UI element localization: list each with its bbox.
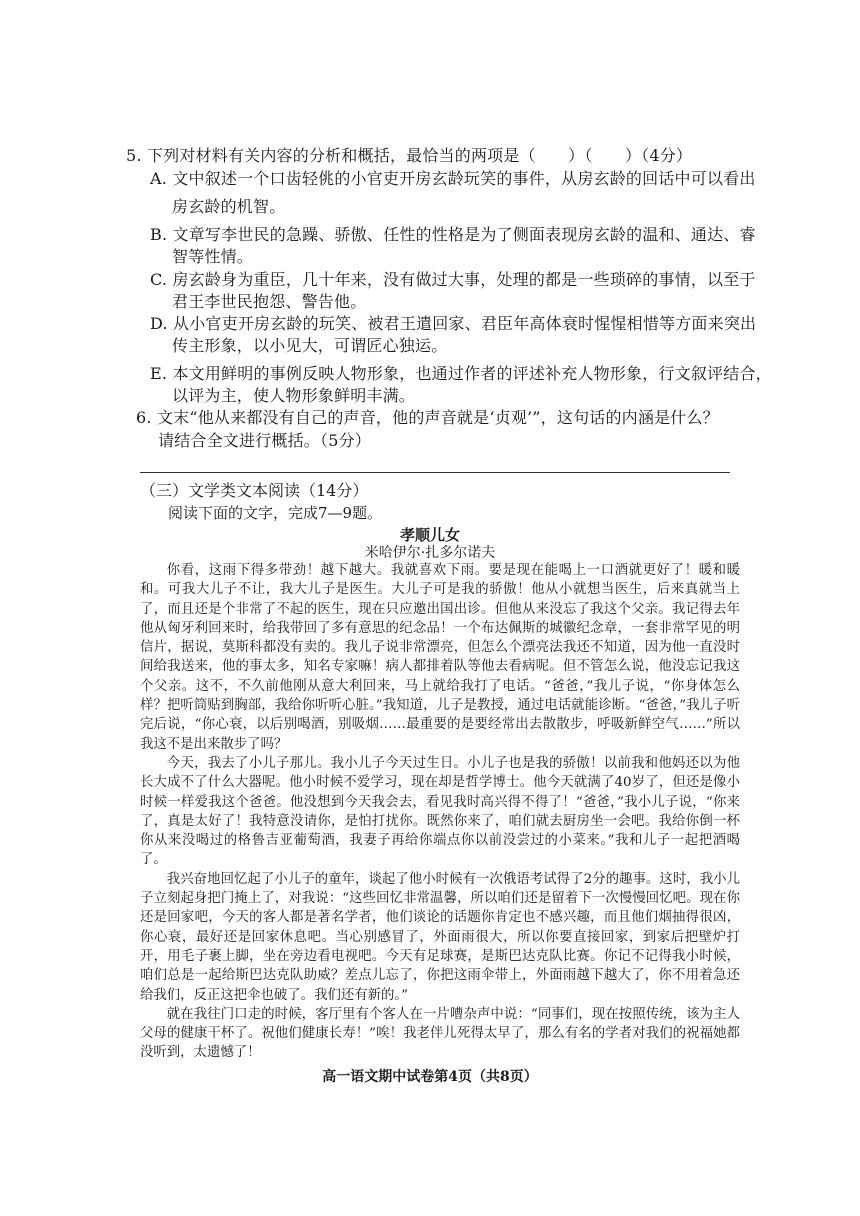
option-b-line1: B. 文章写李世民的急躁、骄傲、任性的性格是为了侧面表现房玄龄的温和、通达、睿 <box>150 225 756 244</box>
story-paragraph-4: 就在我往门口走的时候，客厅里有个客人在一片嘈杂声中说：“同事们，现在按照传统，该为主人父母的健康干杯了。祝他们健康长寿！”唉！我老伴儿死得太早了，那么有名的学者对我们的祝福她都没听到，太遗憾了！ <box>140 1006 740 1061</box>
option-a-line2: 房玄龄的机智。 <box>172 197 286 216</box>
option-d-line1: D. 从小官吏开房玄龄的玩笑、被君王遣回家、君臣年高体衰时惺惺相惜等方面来突出 <box>150 314 757 333</box>
story-paragraph-2: 今天，我去了小儿子那儿。我小儿子今天过生日。小儿子也是我的骄傲！以前我和他妈还以为他长大成不了什么大器呢。他小时候不爱学习，现在却是哲学博士。他今天就满了40岁了，但还是像小时候一样爱我这个爸爸。他没想到今天我会去，看见我时高兴得不得了！“爸爸，”我小儿子说，“你来了，真是太好了！我特意没请你，是怕打扰你。既然你来了，咱们就去厨房坐一会吧。我给你倒一杯你从来没喝过的格鲁吉亚葡萄酒，我妻子再给你端点你以前没尝过的小菜来。”我和儿子一起把酒喝了。 <box>140 755 740 868</box>
option-a-line1: A. 文中叙述一个口齿轻佻的小官吏开房玄龄玩笑的事件，从房玄龄的回话中可以看出 <box>150 169 756 188</box>
section-divider <box>140 472 730 473</box>
option-c-line2: 君王李世民抱怨、警告他。 <box>172 292 367 311</box>
story-paragraph-1: 你看，这雨下得多带劲！越下越大。我就喜欢下雨。要是现在能喝上一口酒就更好了！暖和暖和。可我大儿子不让，我大儿子是医生。大儿子可是我的骄傲！他从小就想当医生，后来真就当上了，而且还是个非常了不起的医生，现在只应邀出国出诊。但他从来没忘了我这个父亲。我记得去年他从匈牙利回来时，给我带回了多有意思的纪念品！一个布达佩斯的城徽纪念章，一套非常罕见的明信片，据说，莫斯科都没有卖的。我儿子说非常漂亮，但怎么个漂亮法我还不知道，因为他一直没时间给我送来，他的事太多，知名专家嘛！病人都排着队等他去看病呢。但不管怎么说，他没忘记我这个父亲。这不，不久前他刚从意大利回来，马上就给我打了电话。“爸爸，”我儿子说，“你身体怎么样？把听筒贴到胸部，我给你听听心脏。”我知道，儿子是教授，通过电话就能诊断。“爸爸，”我儿子听完后说，“你心衰，以后别喝酒，别吸烟……最重要的是要经常出去散散步，呼吸新鲜空气……”所以我这不是出来散步了吗？ <box>140 563 740 752</box>
option-b-line2: 智等性情。 <box>172 247 254 266</box>
option-e-line1: E. 本文用鲜明的事例反映人物形象，也通过作者的评述补充人物形象，行文叙评结合， <box>150 364 772 383</box>
question-5-stem: 5. 下列对材料有关内容的分析和概括，最恰当的两项是（ ）（ ）（4分） <box>126 146 693 165</box>
section-title: （三）文学类文本阅读（14分） <box>140 481 369 500</box>
option-d-line2: 传主形象，以小见大，可谓匠心独运。 <box>172 336 448 355</box>
page-footer: 高一语文期中试卷第4页（共8页） <box>322 1069 538 1085</box>
option-e-line2: 以评为主，使人物形象鲜明丰满。 <box>172 386 416 405</box>
section-intro: 阅读下面的文字，完成7—9题。 <box>168 504 383 522</box>
story-title: 孝顺儿女 <box>399 526 460 544</box>
story-author: 米哈伊尔·扎多尔诺夫 <box>364 545 496 561</box>
option-c-line1: C. 房玄龄身为重臣，几十年来，没有做过大事，处理的都是一些琐碎的事情，以至于 <box>150 270 756 289</box>
question-6-line2: 请结合全文进行概括。（5分） <box>158 431 371 450</box>
story-paragraph-3: 我兴奋地回忆起了小儿子的童年，谈起了他小时候有一次俄语考试得了2分的趣事。这时，我小儿子立刻起身把门掩上了，对我说：“这些回忆非常温馨，所以咱们还是留着下一次慢慢回忆吧。现在你还是回家吧，今天的客人都是著名学者，他们谈论的话题你肯定也不感兴趣，而且他们烟抽得很凶，你心衰，最好还是回家休息吧。当心别感冒了，外面雨很大，所以你要直接回家，到家后把壁炉打开，用毛子裹上脚，坐在旁边看电视吧。今天有足球赛，是斯巴达克队比赛。你记不记得我小时候，咱们总是一起给斯巴达克队助威？差点儿忘了，你把这雨伞带上，外面雨越下越大了，你不用着急还给我们，反正这把伞也破了。我们还有新的。” <box>140 871 740 1003</box>
question-6-stem: 6. 文末“他从来都没有自己的声音，他的声音就是‘贞观’”，这句话的内涵是什么？ <box>136 408 719 427</box>
story-body <box>140 561 740 1063</box>
